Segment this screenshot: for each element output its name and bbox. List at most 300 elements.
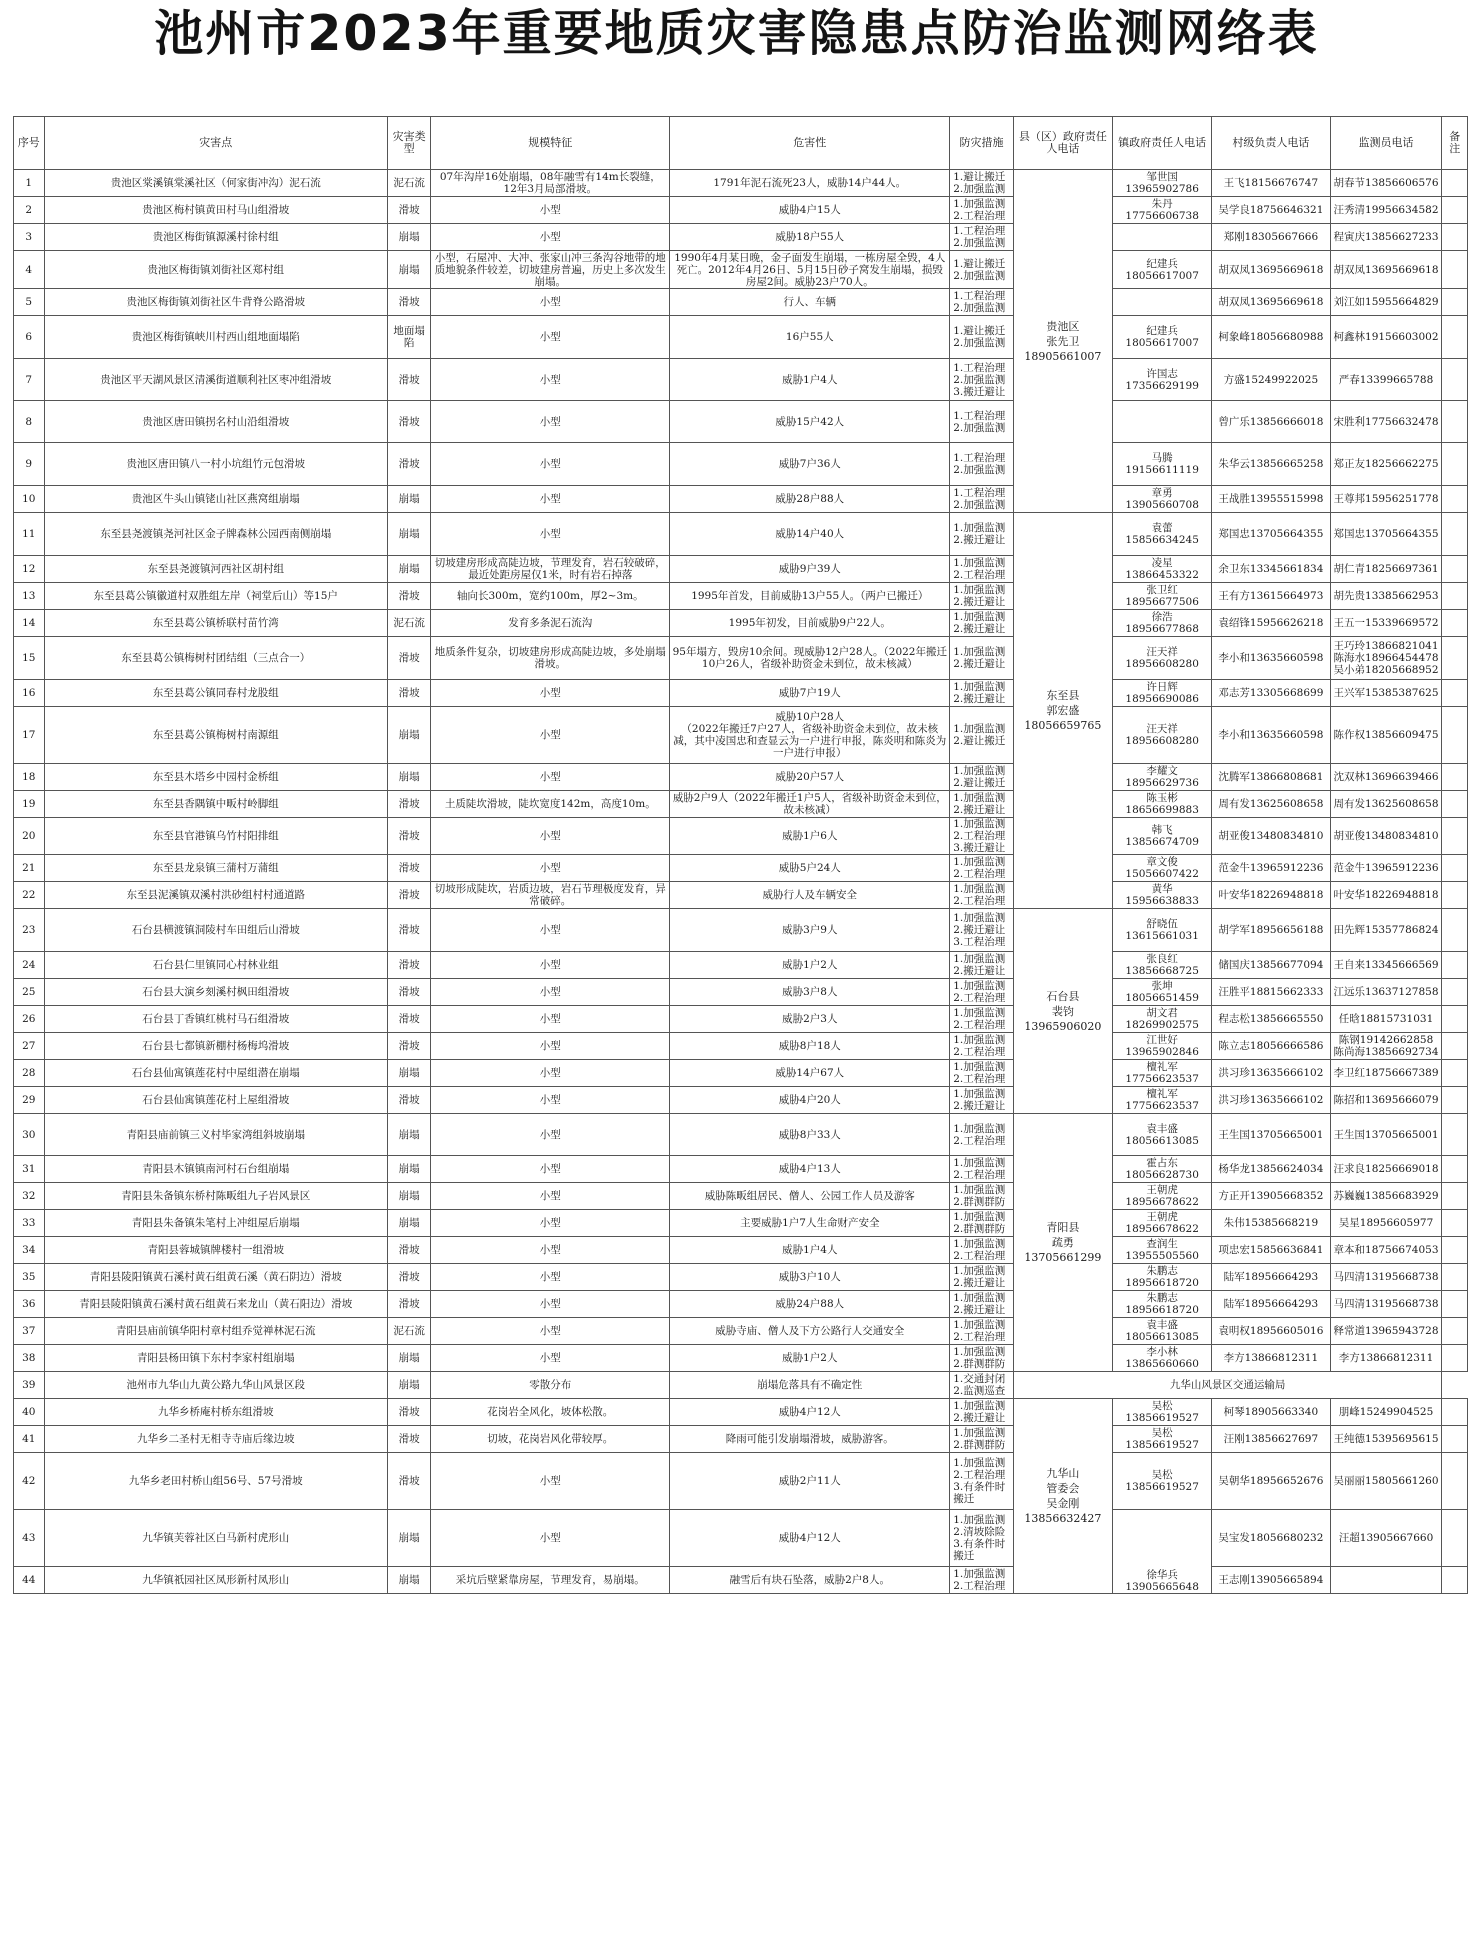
monitor-contact: 王五一15339669572 xyxy=(1330,610,1442,637)
hazard-type: 崩塌 xyxy=(387,1210,430,1237)
hazard-type: 崩塌 xyxy=(387,1345,430,1372)
village-contact: 王战胜13955515998 xyxy=(1212,486,1330,513)
remark xyxy=(1442,359,1468,401)
hazard-site: 贵池区牛头山镇铑山社区燕窝组崩塌 xyxy=(44,486,387,513)
hazard-type: 滑坡 xyxy=(387,680,430,707)
remark xyxy=(1442,680,1468,707)
prevention-measures: 1.加强监测 2.搬迁避让 3.工程治理 xyxy=(950,909,1014,952)
table-row xyxy=(14,251,1468,289)
hazard-impact: 1791年泥石流死23人，威胁14户44人。 xyxy=(670,170,950,197)
hazard-type: 滑坡 xyxy=(387,443,430,486)
hazard-site: 青阳县朱备镇朱笔村上冲组屋后崩塌 xyxy=(44,1210,387,1237)
row-number: 30 xyxy=(14,1114,45,1156)
table-row xyxy=(14,1006,1468,1033)
row-number: 23 xyxy=(14,909,45,952)
remark xyxy=(1442,1567,1468,1594)
hazard-impact: 威胁1户2人 xyxy=(670,1345,950,1372)
table-row xyxy=(14,818,1468,855)
hazard-site: 东至县葛公镇徽道村双胜组左岸（祠堂后山）等15户 xyxy=(44,583,387,610)
village-contact: 胡双凤13695669618 xyxy=(1212,289,1330,316)
hazard-site: 东至县香隅镇中畈村岭脚组 xyxy=(44,791,387,818)
hazard-impact: 威胁18户55人 xyxy=(670,224,950,251)
village-contact: 柯琴18905663340 xyxy=(1212,1399,1330,1426)
row-number: 24 xyxy=(14,952,45,979)
town-responsible: 吴松13856619527 xyxy=(1113,1399,1212,1426)
prevention-measures: 1.加强监测 2.群测群防 xyxy=(950,1210,1014,1237)
town-responsible: 舒晓伍13615661031 xyxy=(1113,909,1212,952)
monitor-contact: 叶安华18226948818 xyxy=(1330,882,1442,909)
prevention-measures: 1.加强监测 2.工程治理 3.搬迁避让 xyxy=(950,818,1014,855)
town-responsible xyxy=(1113,289,1212,316)
hazard-type: 滑坡 xyxy=(387,1291,430,1318)
hazard-type: 滑坡 xyxy=(387,1399,430,1426)
row-number: 4 xyxy=(14,251,45,289)
hazard-impact: 融雪后有块石坠落，威胁2户8人。 xyxy=(670,1567,950,1594)
prevention-measures: 1.加强监测 2.搬迁避让 xyxy=(950,952,1014,979)
village-contact: 胡亚俊13480834810 xyxy=(1212,818,1330,855)
hazard-type: 崩塌 xyxy=(387,1567,430,1594)
hazard-impact: 威胁1户2人 xyxy=(670,952,950,979)
town-responsible: 王朝虎18956678622 xyxy=(1113,1210,1212,1237)
hazard-impact: 威胁20户57人 xyxy=(670,764,950,791)
hazard-impact: 威胁4户20人 xyxy=(670,1087,950,1114)
hazard-impact: 1995年初发，目前威胁9户22人。 xyxy=(670,610,950,637)
remark xyxy=(1442,224,1468,251)
county-responsible: 青阳县 疏勇 13705661299 xyxy=(1013,1114,1112,1372)
hazard-site: 九华乡二圣村无相寺寺庙后缘边坡 xyxy=(44,1426,387,1453)
row-number: 12 xyxy=(14,556,45,583)
column-header: 灾害点 xyxy=(44,117,387,170)
remark xyxy=(1442,197,1468,224)
scale-feature: 小型 xyxy=(431,1237,670,1264)
village-contact: 李方13866812311 xyxy=(1212,1345,1330,1372)
hazard-site: 贵池区棠溪镇棠溪社区（何家街冲沟）泥石流 xyxy=(44,170,387,197)
hazard-impact: 威胁28户88人 xyxy=(670,486,950,513)
table-row xyxy=(14,1291,1468,1318)
table-row xyxy=(14,1114,1468,1156)
monitor-contact: 沈双林13696639466 xyxy=(1330,764,1442,791)
hazard-site: 青阳县蓉城镇牌楼村一组滑坡 xyxy=(44,1237,387,1264)
prevention-measures: 1.加强监测 2.避让搬迁 xyxy=(950,764,1014,791)
row-number: 32 xyxy=(14,1183,45,1210)
table-row xyxy=(14,764,1468,791)
hazard-site: 贵池区唐田镇八一村小坑组竹元包滑坡 xyxy=(44,443,387,486)
row-number: 14 xyxy=(14,610,45,637)
hazard-type: 崩塌 xyxy=(387,707,430,764)
hazard-impact: 威胁1户4人 xyxy=(670,1237,950,1264)
column-header: 村级负责人电话 xyxy=(1212,117,1330,170)
table-row xyxy=(14,855,1468,882)
scale-feature: 小型 xyxy=(431,1318,670,1345)
remark xyxy=(1442,1210,1468,1237)
hazard-impact: 崩塌危落具有不确定性 xyxy=(670,1372,950,1399)
hazard-site: 东至县葛公镇桥联村苗竹湾 xyxy=(44,610,387,637)
column-header: 危害性 xyxy=(670,117,950,170)
monitor-contact: 马四清13195668738 xyxy=(1330,1264,1442,1291)
scale-feature: 小型 xyxy=(431,443,670,486)
remark xyxy=(1442,855,1468,882)
hazard-type: 滑坡 xyxy=(387,1453,430,1510)
prevention-measures: 1.加强监测 2.工程治理 xyxy=(950,1006,1014,1033)
row-number: 21 xyxy=(14,855,45,882)
remark xyxy=(1442,1006,1468,1033)
monitor-contact: 陈钢19142662858 陈尚海13856692734 xyxy=(1330,1033,1442,1060)
row-number: 38 xyxy=(14,1345,45,1372)
scale-feature: 地质条件复杂，切坡建房形成高陡边坡，多处崩塌滑坡。 xyxy=(431,637,670,680)
row-number: 16 xyxy=(14,680,45,707)
table-row xyxy=(14,637,1468,680)
hazard-site: 青阳县杨田镇下东村李家村组崩塌 xyxy=(44,1345,387,1372)
town-responsible: 章文俊15056607422 xyxy=(1113,855,1212,882)
table-row xyxy=(14,1510,1468,1567)
scale-feature: 小型 xyxy=(431,909,670,952)
town-responsible: 李耀文18956629736 xyxy=(1113,764,1212,791)
prevention-measures: 1.加强监测 2.搬迁避让 xyxy=(950,1264,1014,1291)
village-contact: 吴宝发18056680232 xyxy=(1212,1510,1330,1567)
page-title: 池州市2023年重要地质灾害隐患点防治监测网络表 xyxy=(154,5,1319,62)
hazard-type: 滑坡 xyxy=(387,818,430,855)
hazard-impact: 95年塌方，毁房10余间。现威胁12户28人。（2022年搬迁10户26人，省级补助资金未到位，故未核减） xyxy=(670,637,950,680)
hazard-impact: 威胁8户18人 xyxy=(670,1033,950,1060)
prevention-measures: 1.加强监测 2.搬迁避让 xyxy=(950,513,1014,556)
monitor-contact: 王兴军15385387625 xyxy=(1330,680,1442,707)
hazard-site: 贵池区梅街镇刘街社区牛背脊公路滑坡 xyxy=(44,289,387,316)
town-responsible: 朱丹17756606738 xyxy=(1113,197,1212,224)
hazard-site: 石台县仁里镇同心村林业组 xyxy=(44,952,387,979)
remark xyxy=(1442,556,1468,583)
hazard-site: 东至县木塔乡中园村金桥组 xyxy=(44,764,387,791)
town-responsible: 张卫红18956677506 xyxy=(1113,583,1212,610)
village-contact: 郑刚18305667666 xyxy=(1212,224,1330,251)
remark xyxy=(1442,1318,1468,1345)
scale-feature: 小型 xyxy=(431,401,670,443)
table-row xyxy=(14,197,1468,224)
hazard-type: 滑坡 xyxy=(387,791,430,818)
county-responsible: 九华山 管委会 吴金刚 13856632427 xyxy=(1013,1399,1112,1594)
remark xyxy=(1442,909,1468,952)
remark xyxy=(1442,610,1468,637)
scale-feature: 小型 xyxy=(431,289,670,316)
hazard-impact: 威胁24户88人 xyxy=(670,1291,950,1318)
hazard-site: 东至县尧渡镇尧河社区金子牌森林公园西南侧崩塌 xyxy=(44,513,387,556)
monitor-contact: 郑国忠13705664355 xyxy=(1330,513,1442,556)
hazard-impact: 威胁3户9人 xyxy=(670,909,950,952)
scale-feature: 小型 xyxy=(431,707,670,764)
scale-feature: 小型，石屋冲、大冲、张家山冲三条沟谷地带的地质地貌条件较差，切坡建房普遍，历史上多次发生崩塌。 xyxy=(431,251,670,289)
county-responsible: 石台县 裴钧 13965906020 xyxy=(1013,909,1112,1114)
prevention-measures: 1.交通封闭 2.监测巡查 xyxy=(950,1372,1014,1399)
prevention-measures: 1.加强监测 2.搬迁避让 xyxy=(950,680,1014,707)
remark xyxy=(1442,1033,1468,1060)
hazard-site: 青阳县陵阳镇黄石溪村黄石组黄石来龙山（黄石阳边）滑坡 xyxy=(44,1291,387,1318)
monitor-contact: 田先辉15357786824 xyxy=(1330,909,1442,952)
hazard-type: 滑坡 xyxy=(387,952,430,979)
row-number: 1 xyxy=(14,170,45,197)
row-number: 25 xyxy=(14,979,45,1006)
table-row xyxy=(14,1318,1468,1345)
remark xyxy=(1442,401,1468,443)
monitor-contact: 胡双凤13695669618 xyxy=(1330,251,1442,289)
scale-feature: 07年沟岸16处崩塌，08年融雪有14m长裂缝，12年3月局部滑坡。 xyxy=(431,170,670,197)
remark xyxy=(1442,1183,1468,1210)
hazard-impact: 威胁4户13人 xyxy=(670,1156,950,1183)
village-contact: 杨华龙13856624034 xyxy=(1212,1156,1330,1183)
town-responsible: 袁蕾15856634245 xyxy=(1113,513,1212,556)
row-number: 40 xyxy=(14,1399,45,1426)
scale-feature: 轴向长300m，宽约100m，厚2~3m。 xyxy=(431,583,670,610)
table-row xyxy=(14,1087,1468,1114)
hazard-type: 崩塌 xyxy=(387,1060,430,1087)
monitor-contact: 马四清13195668738 xyxy=(1330,1291,1442,1318)
monitor-contact xyxy=(1330,1567,1442,1594)
table-row xyxy=(14,1426,1468,1453)
village-contact: 吴学良18756646321 xyxy=(1212,197,1330,224)
prevention-measures: 1.加强监测 2.工程治理 xyxy=(950,1060,1014,1087)
prevention-measures: 1.工程治理 2.加强监测 3.搬迁避让 xyxy=(950,359,1014,401)
hazard-impact: 威胁4户12人 xyxy=(670,1510,950,1567)
hazard-type: 滑坡 xyxy=(387,1033,430,1060)
village-contact: 曾广乐13856666018 xyxy=(1212,401,1330,443)
remark xyxy=(1442,707,1468,764)
row-number: 9 xyxy=(14,443,45,486)
remark xyxy=(1442,1087,1468,1114)
remark xyxy=(1442,513,1468,556)
remark xyxy=(1442,791,1468,818)
hazard-type: 滑坡 xyxy=(387,197,430,224)
prevention-measures: 1.避让搬迁 2.加强监测 xyxy=(950,316,1014,359)
hazard-impact: 威胁14户40人 xyxy=(670,513,950,556)
remark xyxy=(1442,1264,1468,1291)
hazard-type: 滑坡 xyxy=(387,637,430,680)
village-contact: 汪胜平18815662333 xyxy=(1212,979,1330,1006)
hazard-type: 崩塌 xyxy=(387,1183,430,1210)
row-number: 36 xyxy=(14,1291,45,1318)
scale-feature: 小型 xyxy=(431,680,670,707)
town-responsible: 徐浩18956677868 xyxy=(1113,610,1212,637)
table-row xyxy=(14,882,1468,909)
village-contact: 袁绍锋15956626218 xyxy=(1212,610,1330,637)
table-row xyxy=(14,1060,1468,1087)
hazard-type: 崩塌 xyxy=(387,1114,430,1156)
hazard-type: 泥石流 xyxy=(387,610,430,637)
village-contact: 叶安华18226948818 xyxy=(1212,882,1330,909)
hazard-impact: 威胁14户67人 xyxy=(670,1060,950,1087)
remark xyxy=(1442,1060,1468,1087)
row-number: 13 xyxy=(14,583,45,610)
town-responsible: 霍占东18056628730 xyxy=(1113,1156,1212,1183)
scale-feature: 小型 xyxy=(431,1087,670,1114)
row-number: 19 xyxy=(14,791,45,818)
village-contact: 沈腾军13866808681 xyxy=(1212,764,1330,791)
monitor-contact: 郑正友18256662275 xyxy=(1330,443,1442,486)
monitor-contact: 吴丽丽15805661260 xyxy=(1330,1453,1442,1510)
prevention-measures: 1.加强监测 2.工程治理 3.有条件时搬迁 xyxy=(950,1453,1014,1510)
town-responsible: 许国志17356629199 xyxy=(1113,359,1212,401)
row-number: 11 xyxy=(14,513,45,556)
town-responsible: 马腾19156611119 xyxy=(1113,443,1212,486)
monitoring-table xyxy=(13,116,1468,1594)
hazard-type: 滑坡 xyxy=(387,583,430,610)
hazard-site: 青阳县陵阳镇黄石溪村黄石组黄石溪（黄石阴边）滑坡 xyxy=(44,1264,387,1291)
table-row xyxy=(14,443,1468,486)
town-responsible: 纪建兵18056617007 xyxy=(1113,251,1212,289)
row-number: 29 xyxy=(14,1087,45,1114)
hazard-type: 滑坡 xyxy=(387,1426,430,1453)
remark xyxy=(1442,1453,1468,1510)
scale-feature: 小型 xyxy=(431,1291,670,1318)
row-number: 35 xyxy=(14,1264,45,1291)
prevention-measures: 1.工程治理 2.加强监测 xyxy=(950,443,1014,486)
scale-feature: 土质陡坎滑坡，陡坎宽度142m，高度10m。 xyxy=(431,791,670,818)
hazard-type: 崩塌 xyxy=(387,1510,430,1567)
hazard-site: 石台县大演乡刻溪村枫田组滑坡 xyxy=(44,979,387,1006)
hazard-impact: 降雨可能引发崩塌滑坡，威胁游客。 xyxy=(670,1426,950,1453)
town-responsible: 吴松13856619527 xyxy=(1113,1426,1212,1453)
scale-feature: 小型 xyxy=(431,1345,670,1372)
table-row xyxy=(14,1399,1468,1426)
village-contact: 范金牛13965912236 xyxy=(1212,855,1330,882)
remark xyxy=(1442,818,1468,855)
hazard-type: 崩塌 xyxy=(387,1156,430,1183)
scale-feature: 小型 xyxy=(431,316,670,359)
column-header: 镇政府责任人电话 xyxy=(1113,117,1212,170)
monitor-contact: 宋胜利17756632478 xyxy=(1330,401,1442,443)
scale-feature: 花岗岩全风化，坡体松散。 xyxy=(431,1399,670,1426)
prevention-measures: 1.加强监测 2.搬迁避让 xyxy=(950,1087,1014,1114)
hazard-impact: 1990年4月某日晚，金子面发生崩塌，一栋房屋全毁，4人死亡。2012年4月26日、5月15日砂子窝发生崩塌，损毁房屋2间。威胁23户70人。 xyxy=(670,251,950,289)
joint-responsible: 九华山风景区交通运输局 xyxy=(1013,1372,1442,1399)
scale-feature: 切坡建房形成高陡边坡，节理发育，岩石较破碎，最近处距房屋仅1米，时有岩石掉落 xyxy=(431,556,670,583)
prevention-measures: 1.加强监测 2.搬迁避让 xyxy=(950,791,1014,818)
hazard-impact: 行人、车辆 xyxy=(670,289,950,316)
town-responsible: 凌星13866453322 xyxy=(1113,556,1212,583)
hazard-impact: 威胁陈畈组居民、僧人、公园工作人员及游客 xyxy=(670,1183,950,1210)
hazard-impact: 威胁7户36人 xyxy=(670,443,950,486)
remark xyxy=(1442,764,1468,791)
monitor-contact: 章本和18756674053 xyxy=(1330,1237,1442,1264)
table-row xyxy=(14,513,1468,556)
table-row xyxy=(14,401,1468,443)
village-contact: 王有方13615664973 xyxy=(1212,583,1330,610)
row-number: 6 xyxy=(14,316,45,359)
row-number: 39 xyxy=(14,1372,45,1399)
remark xyxy=(1442,443,1468,486)
hazard-impact: 16户55人 xyxy=(670,316,950,359)
prevention-measures: 1.加强监测 2.工程治理 xyxy=(950,1033,1014,1060)
remark xyxy=(1442,1345,1468,1372)
town-responsible: 查润生13955505560 xyxy=(1113,1237,1212,1264)
monitor-contact: 程寅庆13856627233 xyxy=(1330,224,1442,251)
table-row xyxy=(14,680,1468,707)
hazard-type: 滑坡 xyxy=(387,1006,430,1033)
hazard-site: 贵池区梅街镇刘街社区郑村组 xyxy=(44,251,387,289)
table-row xyxy=(14,1237,1468,1264)
hazard-type: 地面塌陷 xyxy=(387,316,430,359)
hazard-site: 青阳县庙前镇华阳村章村组乔觉禅林泥石流 xyxy=(44,1318,387,1345)
town-responsible: 许日辉18956690086 xyxy=(1113,680,1212,707)
hazard-impact: 威胁4户12人 xyxy=(670,1399,950,1426)
monitor-contact: 汪超13905667660 xyxy=(1330,1510,1442,1567)
scale-feature: 小型 xyxy=(431,1006,670,1033)
table-row xyxy=(14,979,1468,1006)
prevention-measures: 1.加强监测 2.搬迁避让 xyxy=(950,1291,1014,1318)
monitor-contact: 胡先贵13385662953 xyxy=(1330,583,1442,610)
remark xyxy=(1442,1156,1468,1183)
hazard-type: 崩塌 xyxy=(387,251,430,289)
row-number: 28 xyxy=(14,1060,45,1087)
column-header: 防灾措施 xyxy=(950,117,1014,170)
prevention-measures: 1.加强监测 2.工程治理 xyxy=(950,1237,1014,1264)
table-row xyxy=(14,791,1468,818)
scale-feature: 发育多条泥石流沟 xyxy=(431,610,670,637)
hazard-type: 泥石流 xyxy=(387,1318,430,1345)
table-row xyxy=(14,610,1468,637)
hazard-site: 东至县泥溪镇双溪村洪砂组村村通道路 xyxy=(44,882,387,909)
hazard-site: 东至县葛公镇梅树村团结组（三点合一） xyxy=(44,637,387,680)
monitor-contact: 王尊邦15956251778 xyxy=(1330,486,1442,513)
scale-feature: 小型 xyxy=(431,1033,670,1060)
table-row xyxy=(14,359,1468,401)
prevention-measures: 1.加强监测 2.工程治理 xyxy=(950,1318,1014,1345)
village-contact: 陆军18956664293 xyxy=(1212,1264,1330,1291)
hazard-type: 滑坡 xyxy=(387,359,430,401)
prevention-measures: 1.加强监测 2.搬迁避让 xyxy=(950,1399,1014,1426)
scale-feature: 小型 xyxy=(431,1264,670,1291)
table-row xyxy=(14,1183,1468,1210)
town-responsible: 吴松13856619527 xyxy=(1113,1453,1212,1510)
monitor-contact: 周有发13625608658 xyxy=(1330,791,1442,818)
village-contact: 王生国13705665001 xyxy=(1212,1114,1330,1156)
monitor-contact: 任晗18815731031 xyxy=(1330,1006,1442,1033)
hazard-site: 石台县横渡镇洞陵村车田组后山滑坡 xyxy=(44,909,387,952)
village-contact: 方正开13905668352 xyxy=(1212,1183,1330,1210)
town-responsible: 胡文君18269902575 xyxy=(1113,1006,1212,1033)
hazard-type: 滑坡 xyxy=(387,979,430,1006)
hazard-site: 石台县丁香镇红桃村马石组滑坡 xyxy=(44,1006,387,1033)
table-row xyxy=(14,1372,1468,1399)
scale-feature: 小型 xyxy=(431,855,670,882)
town-responsible: 汪天祥18956608280 xyxy=(1113,637,1212,680)
table-row xyxy=(14,909,1468,952)
scale-feature: 小型 xyxy=(431,1183,670,1210)
village-contact: 李小和13635660598 xyxy=(1212,707,1330,764)
hazard-impact: 威胁1户6人 xyxy=(670,818,950,855)
remark xyxy=(1442,170,1468,197)
hazard-type: 滑坡 xyxy=(387,1087,430,1114)
prevention-measures: 1.加强监测 2.工程治理 xyxy=(950,556,1014,583)
scale-feature: 切坡，花岗岩风化带较厚。 xyxy=(431,1426,670,1453)
monitor-contact: 范金牛13965912236 xyxy=(1330,855,1442,882)
scale-feature: 小型 xyxy=(431,818,670,855)
hazard-type: 泥石流 xyxy=(387,170,430,197)
village-contact: 袁明权18956605016 xyxy=(1212,1318,1330,1345)
monitor-contact: 胡春节13856606576 xyxy=(1330,170,1442,197)
hazard-site: 贵池区梅街镇峡川村西山组地面塌陷 xyxy=(44,316,387,359)
town-responsible: 王朝虎18956678622 xyxy=(1113,1183,1212,1210)
monitor-contact: 李卫红18756667389 xyxy=(1330,1060,1442,1087)
village-contact: 邓志芳13305668699 xyxy=(1212,680,1330,707)
town-responsible: 黄华15956638833 xyxy=(1113,882,1212,909)
remark xyxy=(1442,583,1468,610)
table-row xyxy=(14,316,1468,359)
row-number: 2 xyxy=(14,197,45,224)
scale-feature: 小型 xyxy=(431,1114,670,1156)
hazard-type: 崩塌 xyxy=(387,486,430,513)
table-row xyxy=(14,224,1468,251)
table-row xyxy=(14,952,1468,979)
prevention-measures: 1.加强监测 2.工程治理 xyxy=(950,979,1014,1006)
hazard-impact: 威胁7户19人 xyxy=(670,680,950,707)
